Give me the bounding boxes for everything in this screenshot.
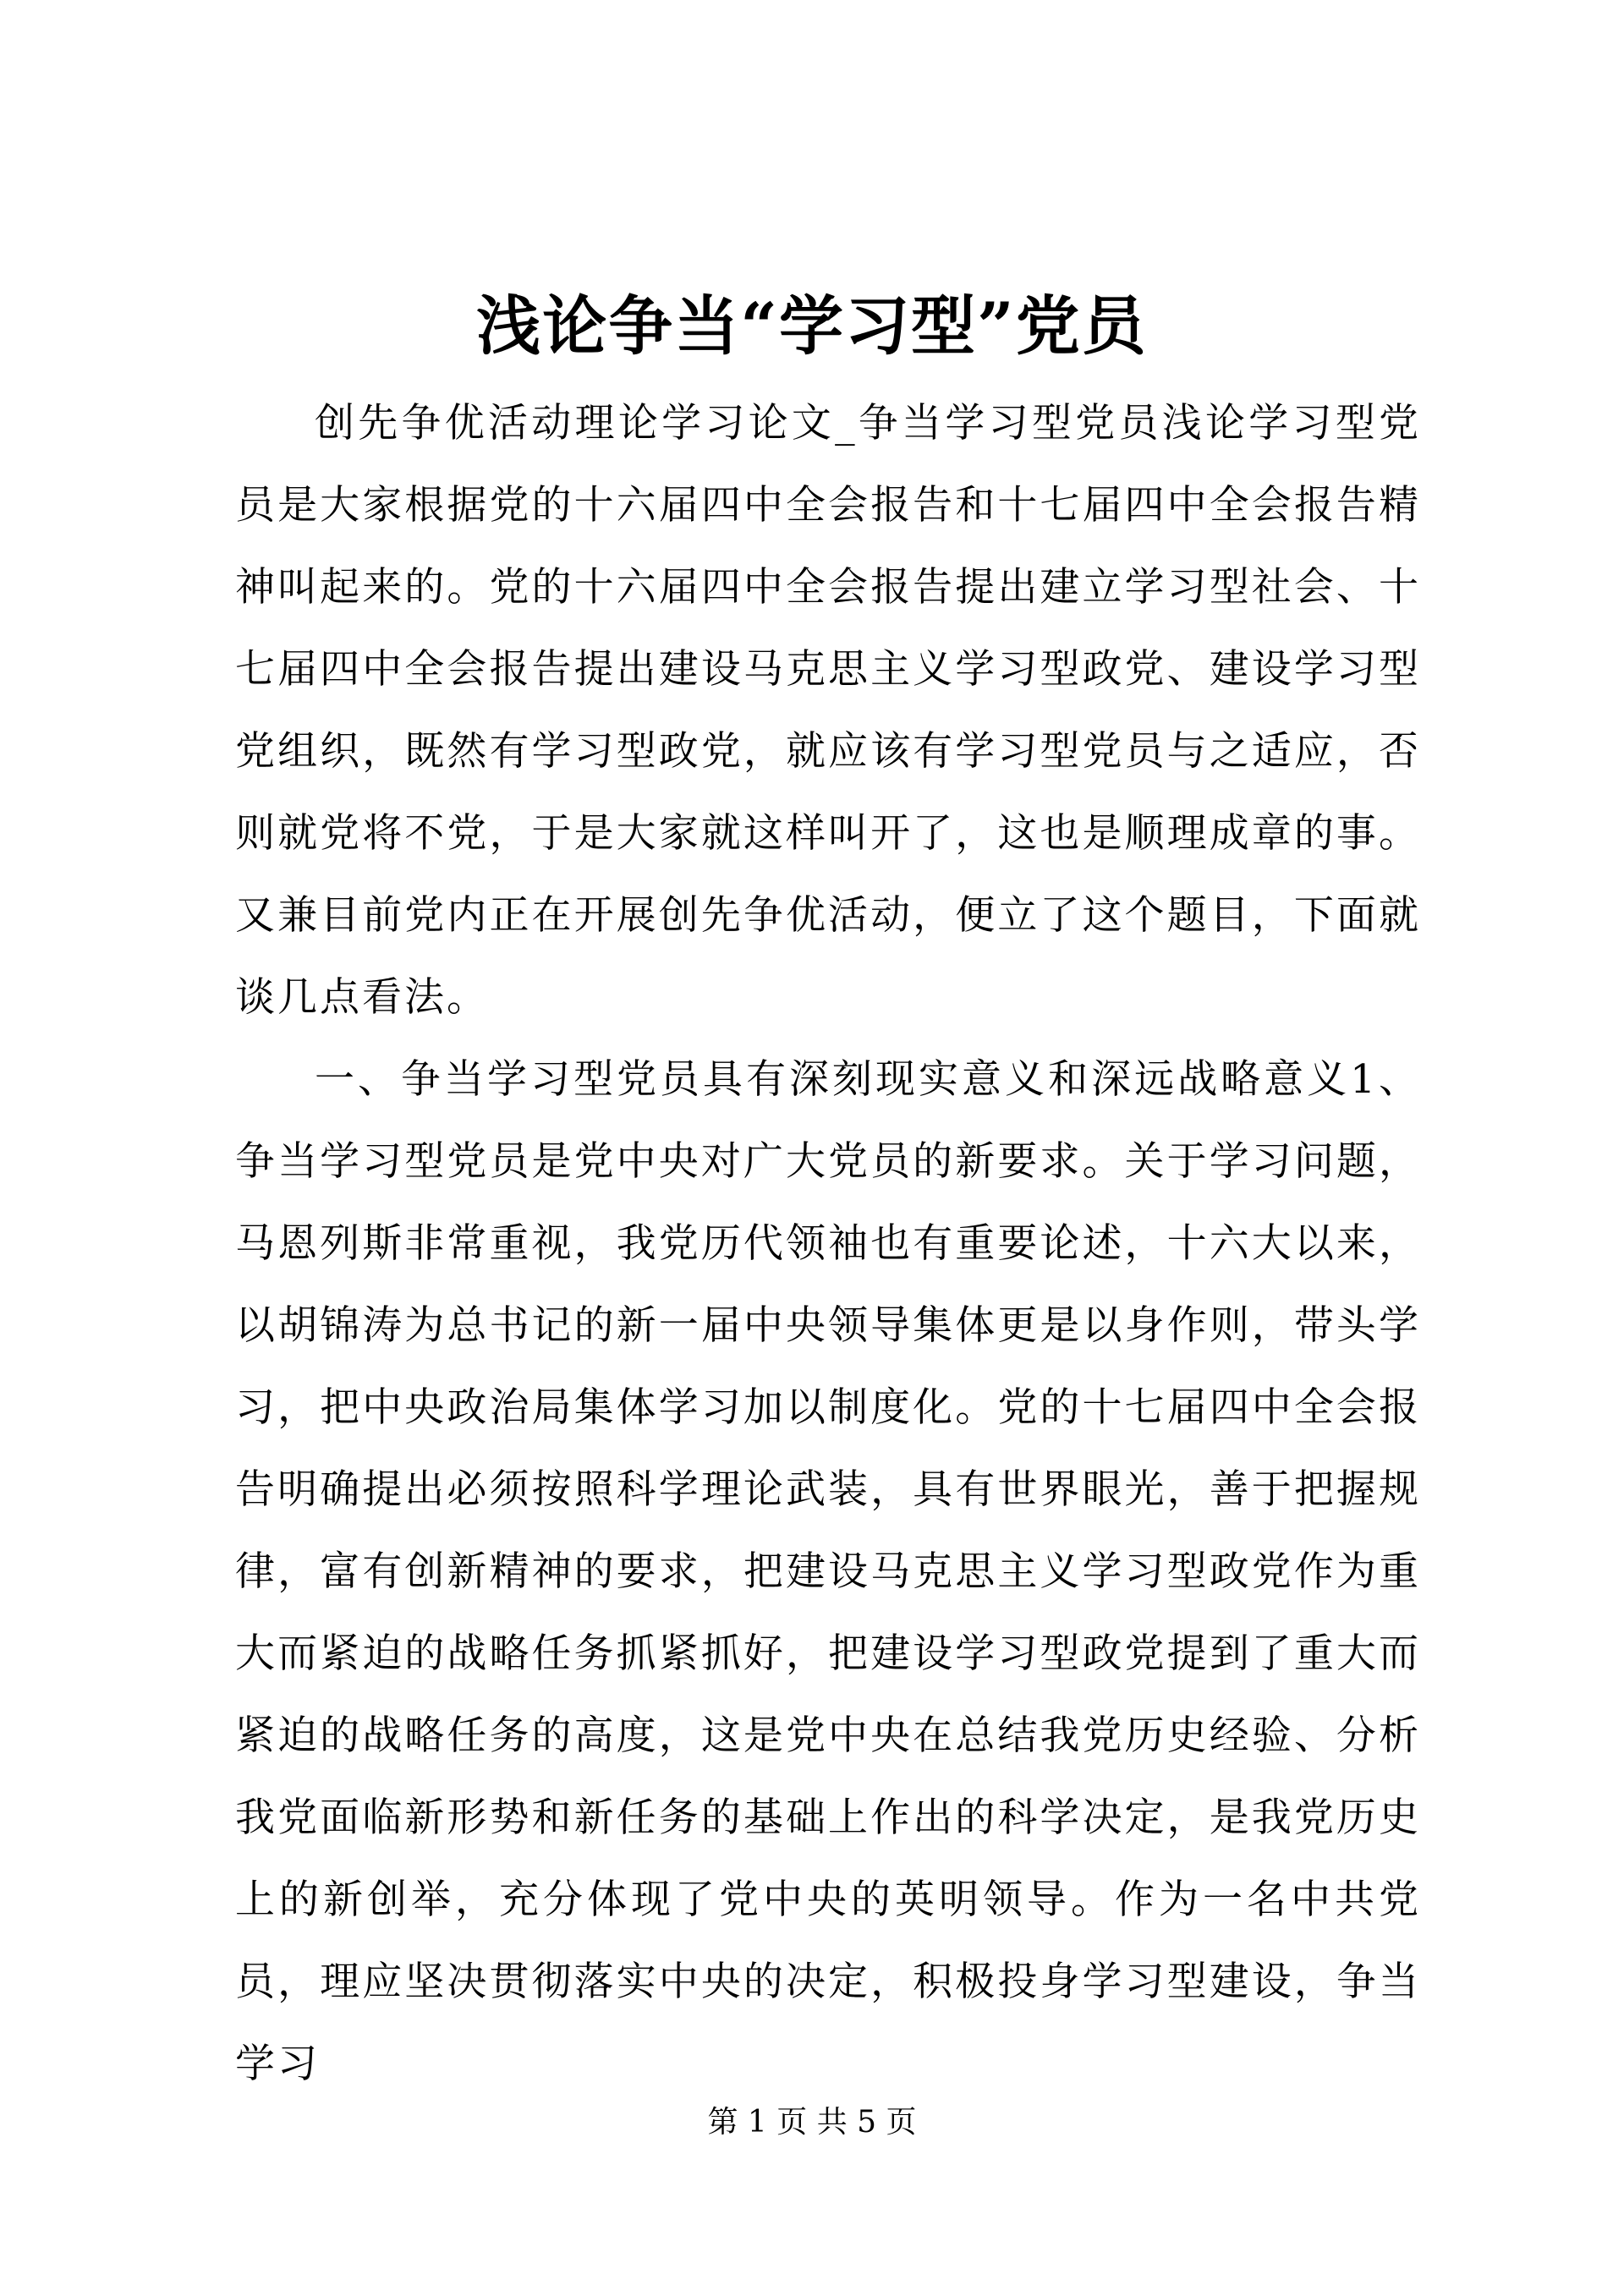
document-body	[235, 382, 1421, 2105]
paragraph-section-one: 一、争当学习型党员具有深刻现实意义和深远战略意义1、争当学习型党员是党中央对广大党员的新要求。关于学习问题，马恩列斯非常重视，我党历代领袖也有重要论述，十六大以来，以胡锦涛为总书记的新一届中央领导集体更是以身作则，带头学习，把中央政治局集体学习加以制度化。党的十七届四中全会报告明确提出必须按照科学理论武装，具有世界眼光，善于把握规律，富有创新精神的要求，把建设马克思主义学习型政党作为重大而紧迫的战略任务抓紧抓好，把建设学习型政党提到了重大而紧迫的战略任务的高度，这是党中央在总结我党历史经验、分析我党面临新形势和新任务的基础上作出的科学决定，是我党历史上的新创举，充分体现了党中央的英明领导。作为一名中共党员，理应坚决贯彻落实中央的决定，积极投身学习型建设，争当学习	[235, 1056, 1421, 2087]
page-title: 浅论争当“学习型”党员	[476, 288, 1148, 364]
paragraph-intro: 创先争优活动理论学习论文_争当学习型党员浅论学习型党员是大家根据党的十六届四中全会报告和十七届四中全会报告精神叫起来的。党的十六届四中全会报告提出建立学习型社会、十七届四中全会报告提出建设马克思主义学习型政党、建设学习型党组织，既然有学习型政党，就应该有学习型党员与之适应，否则就党将不党，于是大家就这样叫开了，这也是顺理成章的事。又兼目前党内正在开展创先争优活动，便立了这个题目，下面就谈几点看法。	[235, 400, 1421, 1021]
page-number-footer: 第 1 页 共 5 页	[707, 2105, 917, 2140]
